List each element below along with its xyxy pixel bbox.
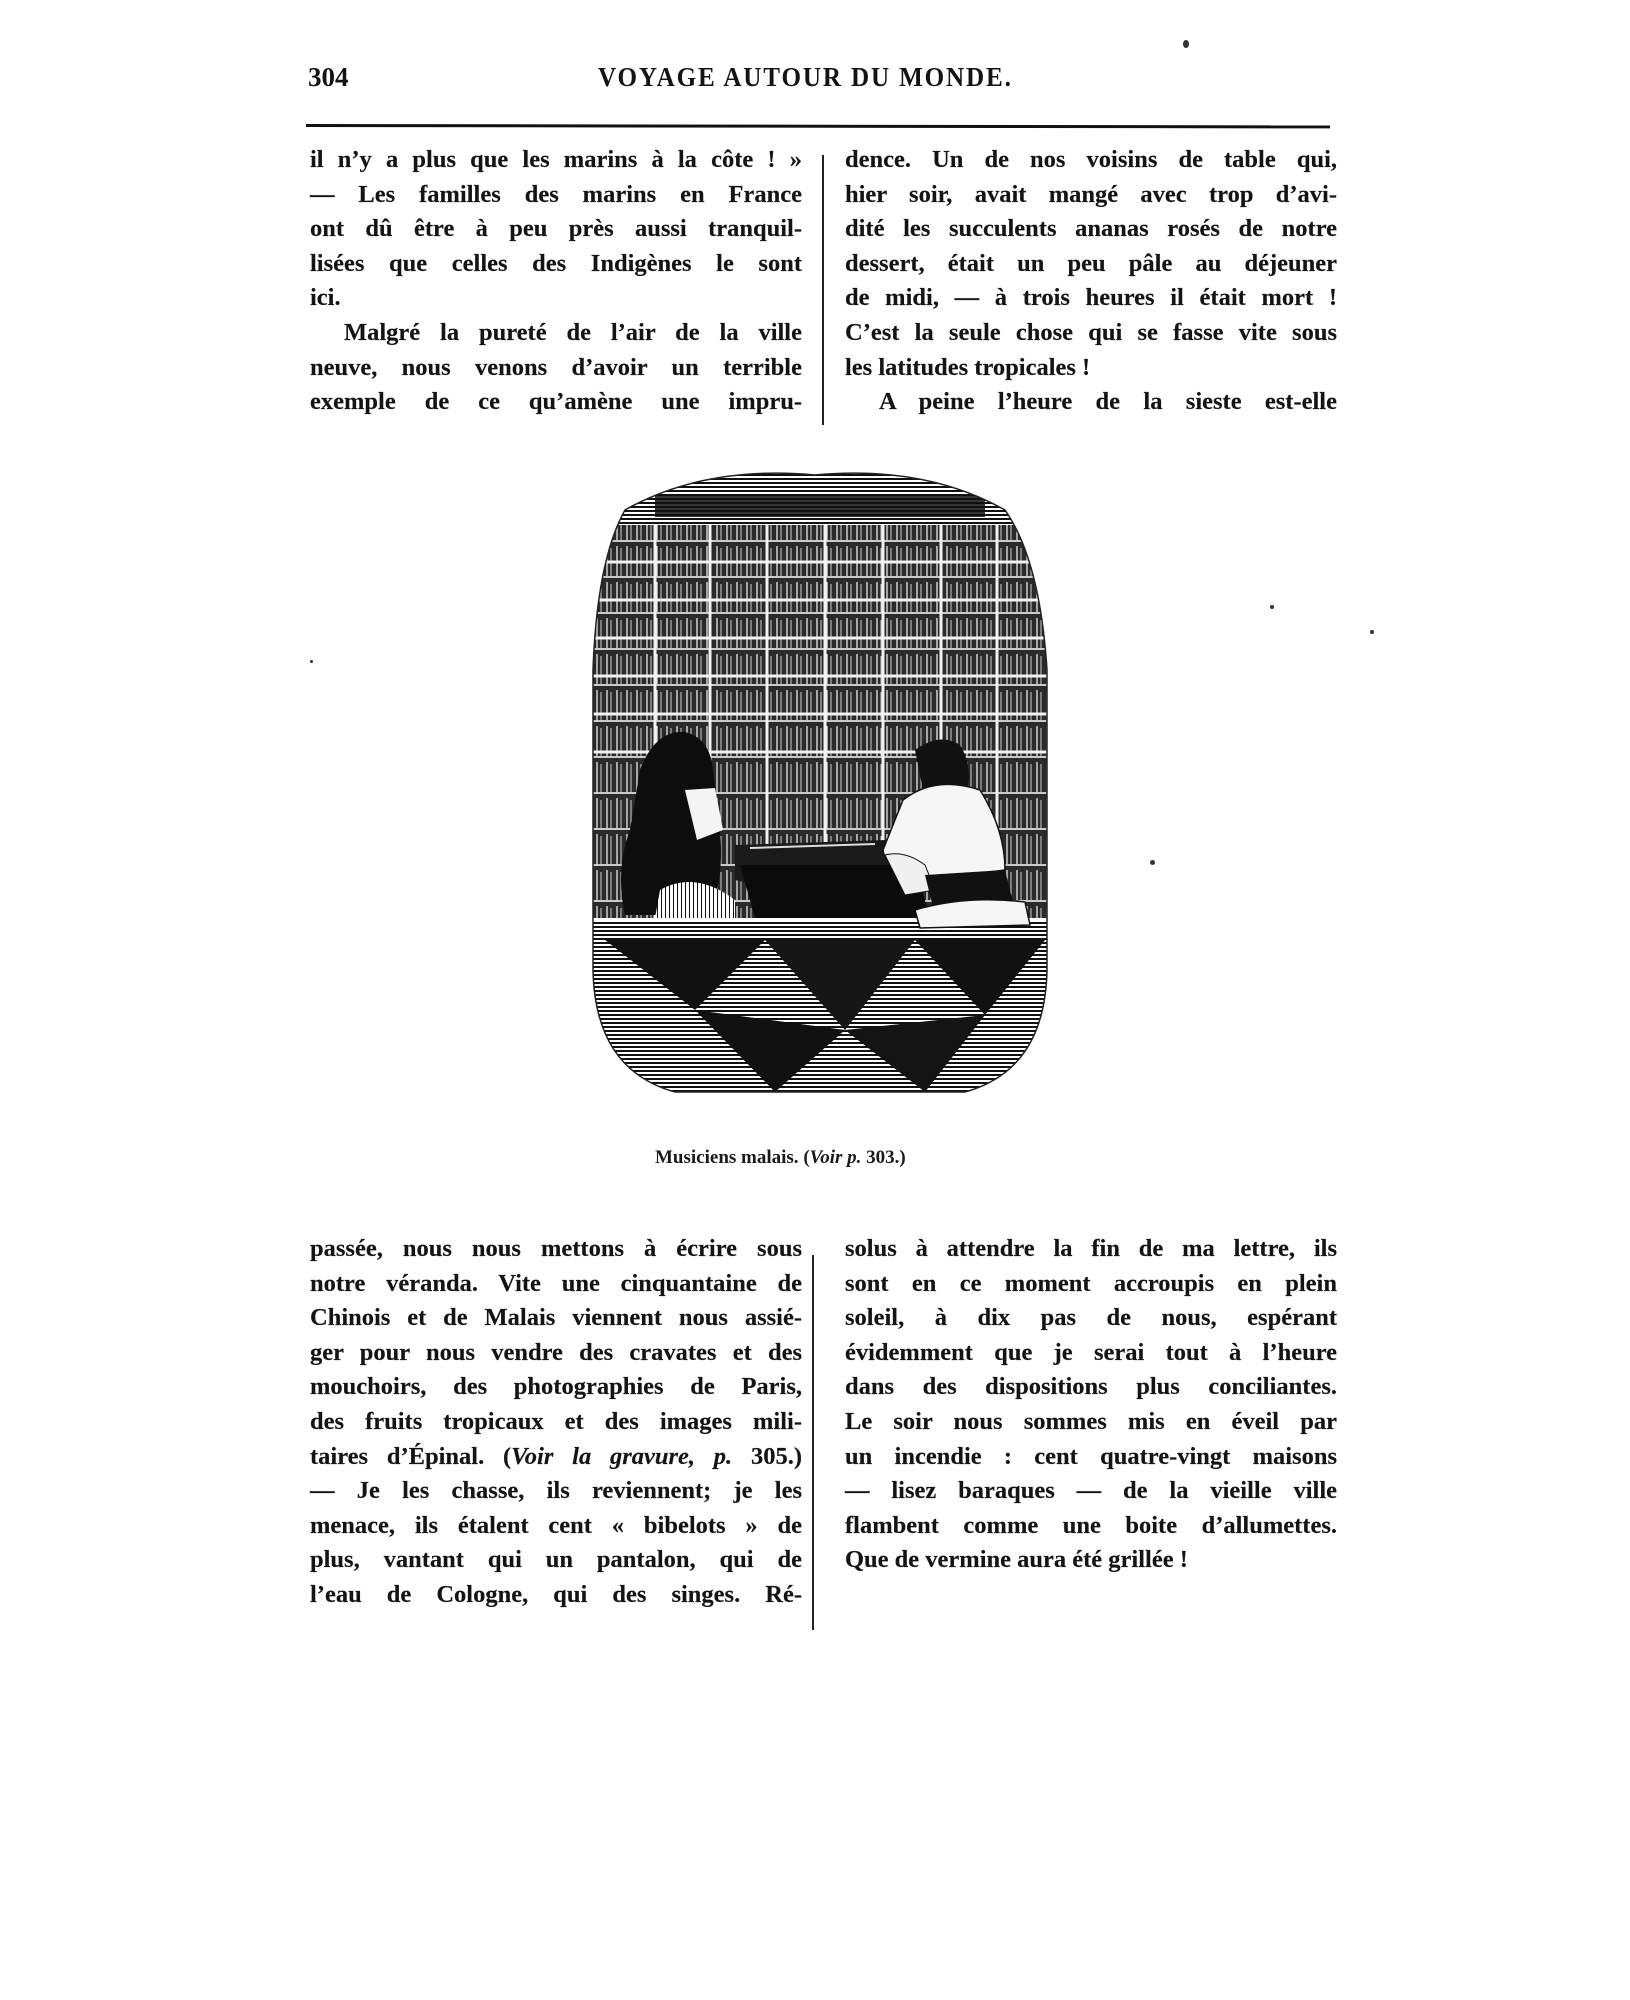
caption-ref-open: ( [803,1147,810,1168]
text-line [310,1440,802,1475]
text-line: Le soir nous sommes mis en éveil par [845,1407,1337,1435]
scan-speck [1270,605,1274,609]
text-line: — Les familles des marins en France [310,180,802,208]
text-line: hier soir, avait mangé avec trop d’avi- [845,180,1337,208]
text-line: dessert, était un peu pâle au déjeuner [845,249,1337,277]
text-line: ger pour nous vendre des cravates et des [310,1338,802,1366]
text-line: A peine l’heure de la sieste est-elle [879,388,1337,416]
engraving-illustration [585,470,1055,1100]
text-line: Que de vermine aura été grillée ! [845,1546,1188,1574]
text-line: ici. [310,284,341,312]
column-top-right [845,143,1337,420]
text-line: passée, nous nous mettons à écrire sous [310,1235,802,1262]
caption-ref-page: 303.) [861,1147,906,1168]
column-bottom-left [310,1232,802,1613]
text-line: plus, vantant qui un pantalon, qui de [310,1546,802,1574]
text-line: menace, ils étalent cent « bibelots » de [310,1511,802,1539]
page-number: 304 [308,62,349,92]
text-segment: taires d’Épinal. [310,1442,485,1470]
text-line: ont dû être à peu près aussi tranquil- [310,215,802,243]
text-line: mouchoirs, des photographies de Paris, [310,1373,802,1401]
text-line: exemple de ce qu’amène une impru- [310,388,802,416]
text-line: — Je les chasse, ils reviennent; je les [310,1477,802,1505]
text-line: un incendie : cent quatre-vingt maisons [845,1442,1337,1470]
column-bottom-right [845,1232,1337,1578]
scan-speck [1150,860,1155,865]
column-divider [812,1255,814,1630]
text-line: soleil, à dix pas de nous, espérant [845,1304,1337,1332]
text-line: Malgré la pureté de l’air de la ville [344,318,802,346]
figure-caption [655,1147,906,1169]
text-line: notre véranda. Vite une cinquantaine de [310,1269,802,1297]
engraving-scene [585,470,1055,1100]
text-line: évidemment que je serai tout à l’heure [845,1338,1337,1366]
caption-ref-italic: Voir p. [809,1147,862,1168]
text-line: l’eau de Cologne, qui des singes. Ré- [310,1580,802,1608]
scan-speck [1370,630,1374,634]
text-line: il n’y a plus que les marins à la côte ! » [310,146,802,173]
text-line: C’est la seule chose qui se fasse vite sous [845,318,1337,346]
column-divider [822,155,824,425]
running-title: VOYAGE AUTOUR DU MONDE. [598,62,1013,92]
scan-speck [1183,40,1189,48]
scan-speck [310,660,313,663]
column-top-left [310,143,802,420]
text-line: de midi, — à trois heures il était mort ! [845,284,1337,312]
text-line: dence. Un de nos voisins de table qui, [845,146,1337,173]
text-line: sont en ce moment accroupis en plein [845,1269,1337,1297]
inline-ref-open: ( [484,1442,512,1470]
inline-ref-page: 305.) [732,1442,802,1470]
header-rule [306,124,1330,128]
text-line: des fruits tropicaux et des images mili- [310,1407,802,1435]
text-line: dité les succulents ananas rosés de notre [845,215,1337,243]
text-line: flambent comme une boite d’allumettes. [845,1511,1337,1539]
text-line: Chinois et de Malais viennent nous assié- [310,1304,802,1332]
page-header [308,62,1330,102]
inline-ref-italic: Voir la gravure, p. [511,1442,733,1470]
text-line: dans des dispositions plus conciliantes. [845,1373,1337,1401]
text-line: lisées que celles des Indigènes le sont [310,249,802,277]
caption-title: Musiciens malais. [655,1147,799,1168]
text-line: neuve, nous venons d’avoir un terrible [310,353,802,381]
text-line: les latitudes tropicales ! [845,353,1091,381]
text-line: — lisez baraques — de la vieille ville [845,1477,1337,1505]
text-line: solus à attendre la fin de ma lettre, ils [845,1235,1337,1262]
